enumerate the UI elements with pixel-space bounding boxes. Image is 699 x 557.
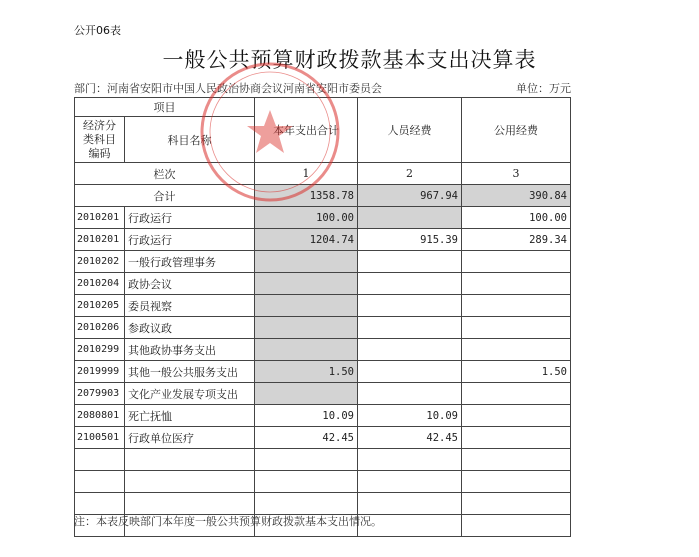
row-code: 2010299: [75, 339, 125, 361]
table-row: [75, 471, 571, 493]
row-public: [462, 317, 571, 339]
row-personnel: [358, 449, 462, 471]
row-personnel: [358, 207, 462, 229]
row-personnel: [358, 493, 462, 515]
row-code: 2010201: [75, 207, 125, 229]
row-code: 2010201: [75, 229, 125, 251]
row-public: 289.34: [462, 229, 571, 251]
table-row: [75, 317, 571, 339]
row-code: 2100501: [75, 427, 125, 449]
row-code: [75, 449, 125, 471]
row-total: 1204.74: [255, 229, 358, 251]
row-total: [255, 339, 358, 361]
row-personnel: [358, 317, 462, 339]
total-row-label: 合计: [75, 185, 255, 207]
row-personnel: [358, 251, 462, 273]
row-personnel: [358, 339, 462, 361]
row-name: 行政单位医疗: [125, 427, 255, 449]
row-public: [462, 273, 571, 295]
subject-name-header: 科目名称: [125, 117, 255, 163]
total-row: [75, 185, 571, 207]
table-row: [75, 427, 571, 449]
row-total: [255, 493, 358, 515]
row-total: 1.50: [255, 361, 358, 383]
row-public: 1.50: [462, 361, 571, 383]
row-code: 2079903: [75, 383, 125, 405]
row-personnel: [358, 361, 462, 383]
row-name: 行政运行: [125, 229, 255, 251]
row-total: 10.09: [255, 405, 358, 427]
row-personnel: [358, 295, 462, 317]
row-personnel: 915.39: [358, 229, 462, 251]
table-row: [75, 339, 571, 361]
row-public: [462, 449, 571, 471]
row-total: 42.45: [255, 427, 358, 449]
department-label: 部门：河南省安阳市中国人民政治协商会议河南省安阳市委员会: [74, 82, 382, 95]
row-name: 行政运行: [125, 207, 255, 229]
table-row: [75, 493, 571, 515]
table-row: [75, 251, 571, 273]
row-public: [462, 493, 571, 515]
row-code: 2019999: [75, 361, 125, 383]
row-total: [255, 471, 358, 493]
row-total: [255, 251, 358, 273]
personnel-header: 人员经费: [358, 98, 462, 163]
row-public: 100.00: [462, 207, 571, 229]
row-name: 其他一般公共服务支出: [125, 361, 255, 383]
row-name: 死亡抚恤: [125, 405, 255, 427]
row-name: 参政议政: [125, 317, 255, 339]
row-name: [125, 493, 255, 515]
row-personnel: [358, 471, 462, 493]
total-row-personnel: 967.94: [358, 185, 462, 207]
row-code: [75, 493, 125, 515]
project-header: 项目: [75, 98, 255, 117]
column-number-2: 2: [358, 163, 462, 185]
row-total: [255, 317, 358, 339]
row-total: [255, 273, 358, 295]
row-total: [255, 295, 358, 317]
row-personnel: 42.45: [358, 427, 462, 449]
table-row: [75, 207, 571, 229]
row-code: 2010206: [75, 317, 125, 339]
row-public: [462, 383, 571, 405]
row-personnel: 10.09: [358, 405, 462, 427]
form-code: 公开06表: [74, 24, 121, 37]
column-number-1: 1: [255, 163, 358, 185]
page-title: 一般公共预算财政拨款基本支出决算表: [162, 48, 537, 72]
row-public: [462, 295, 571, 317]
table-row: [75, 449, 571, 471]
row-public: [462, 427, 571, 449]
row-total: [255, 383, 358, 405]
row-name: 其他政协事务支出: [125, 339, 255, 361]
row-total: 100.00: [255, 207, 358, 229]
row-code: 2010204: [75, 273, 125, 295]
row-personnel: [358, 383, 462, 405]
total-header: 本年支出合计: [255, 98, 358, 163]
row-public: [462, 251, 571, 273]
table-row: [75, 229, 571, 251]
row-code: 2010205: [75, 295, 125, 317]
row-name: 委员视察: [125, 295, 255, 317]
unit-label: 单位：万元: [516, 82, 571, 95]
row-public: [462, 471, 571, 493]
row-total: [255, 449, 358, 471]
row-name: 文化产业发展专项支出: [125, 383, 255, 405]
row-name: 一般行政管理事务: [125, 251, 255, 273]
column-number-3: 3: [462, 163, 571, 185]
row-code: [75, 471, 125, 493]
total-row-total: 1358.78: [255, 185, 358, 207]
row-code: 2010202: [75, 251, 125, 273]
footnote: 注：本表反映部门本年度一般公共预算财政拨款基本支出情况。: [74, 515, 382, 528]
table-row: [75, 405, 571, 427]
row-public: [462, 515, 571, 537]
table-row: [75, 361, 571, 383]
column-order-label: 栏次: [75, 163, 255, 185]
expenditure-table: [74, 97, 571, 537]
table-row: [75, 295, 571, 317]
row-public: [462, 405, 571, 427]
total-row-public: 390.84: [462, 185, 571, 207]
row-personnel: [358, 273, 462, 295]
row-public: [462, 339, 571, 361]
table-row: [75, 273, 571, 295]
public-header: 公用经费: [462, 98, 571, 163]
row-name: 政协会议: [125, 273, 255, 295]
row-code: 2080801: [75, 405, 125, 427]
table-row: [75, 383, 571, 405]
row-name: [125, 471, 255, 493]
row-name: [125, 449, 255, 471]
econ-code-header: 经济分类科目编码: [75, 117, 125, 163]
